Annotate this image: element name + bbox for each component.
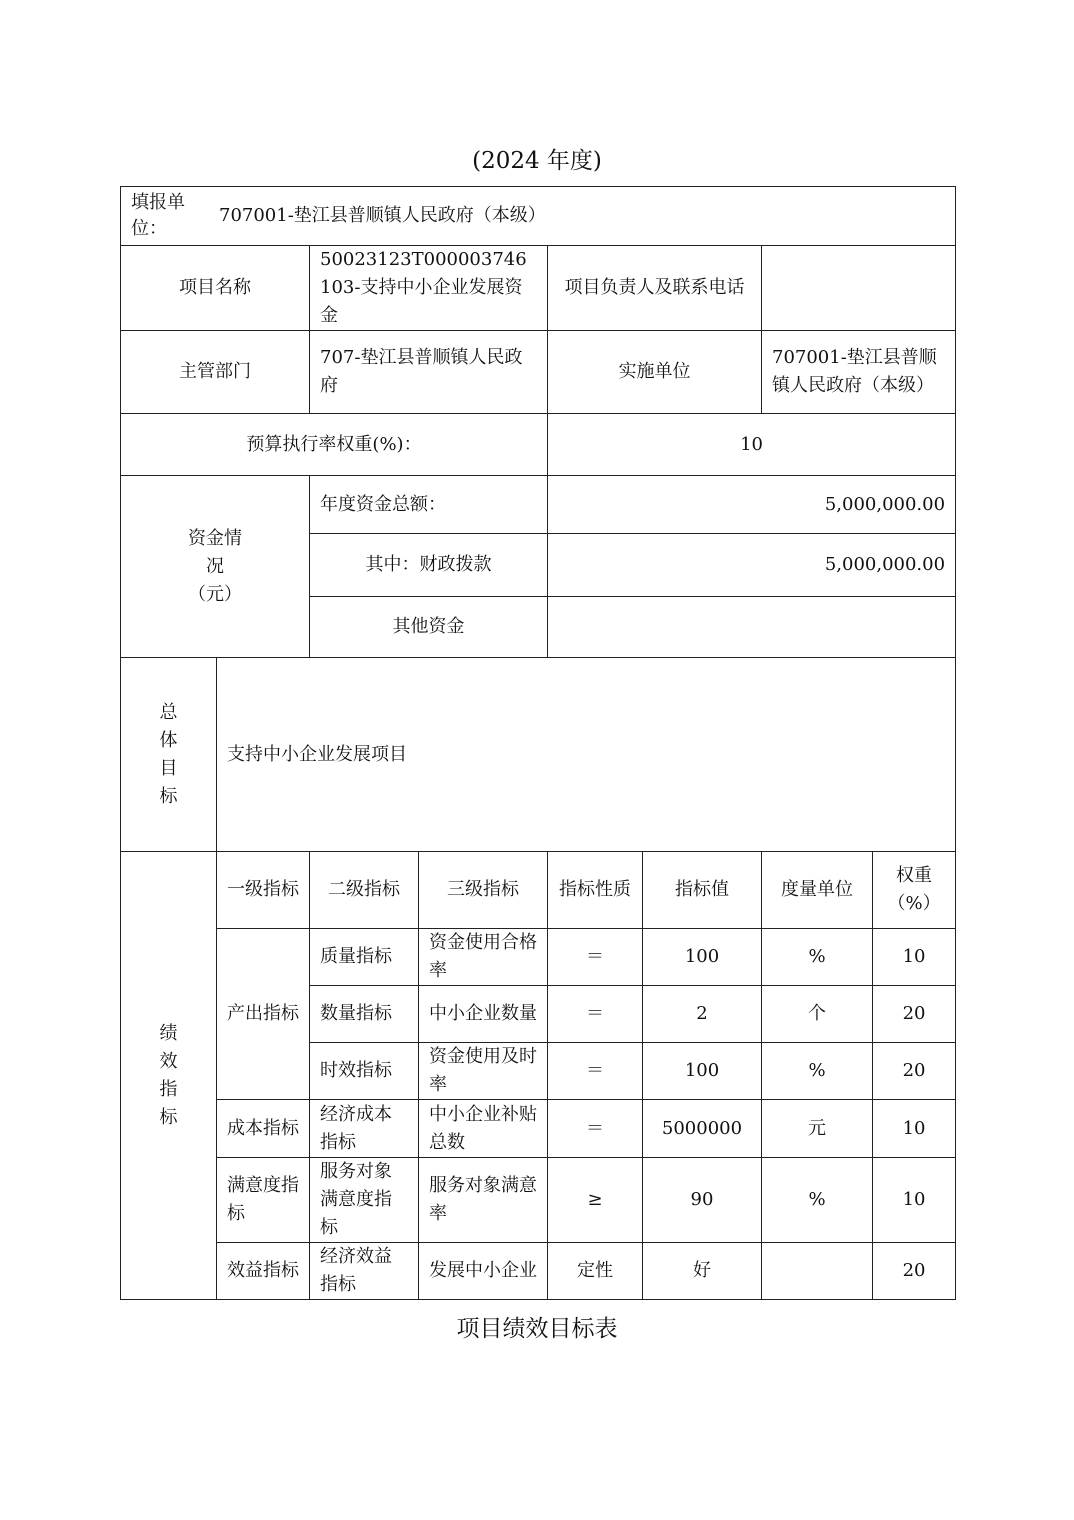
indicator-level3: 发展中小企业	[419, 1243, 548, 1300]
department-label: 主管部门	[121, 331, 310, 414]
indicator-header-row	[121, 852, 956, 929]
indicator-weight: 20	[873, 1043, 956, 1100]
indicator-level1: 满意度指标	[217, 1158, 310, 1243]
indicator-value: 90	[643, 1158, 762, 1243]
indicator-unit: %	[762, 929, 873, 986]
project-name-label: 项目名称	[121, 246, 310, 331]
indicator-row	[121, 1100, 956, 1158]
indicator-value: 好	[643, 1243, 762, 1300]
indicator-level3: 资金使用及时率	[419, 1043, 548, 1100]
funds-total-row	[121, 476, 956, 534]
indicator-level2: 质量指标	[310, 929, 419, 986]
indicator-value: 2	[643, 986, 762, 1043]
indicator-weight: 20	[873, 986, 956, 1043]
funds-total-label: 年度资金总额：	[310, 476, 548, 534]
report-unit-row	[121, 187, 956, 246]
header-nature: 指标性质	[548, 852, 643, 929]
indicator-nature: ＝	[548, 986, 643, 1043]
indicator-unit: %	[762, 1043, 873, 1100]
implementing-unit-value: 707001-垫江县普顺镇人民政府（本级）	[762, 331, 956, 414]
indicator-weight: 20	[873, 1243, 956, 1300]
budget-weight-value: 10	[548, 414, 956, 476]
overall-goal-value: 支持中小企业发展项目	[217, 658, 956, 852]
report-unit-label: 填报单位：	[131, 192, 185, 239]
performance-goal-table	[120, 186, 956, 1300]
report-unit-value: 707001-垫江县普顺镇人民政府（本级）	[219, 205, 546, 226]
indicator-level1: 产出指标	[217, 929, 310, 1100]
funds-label: 资金情况（元）	[188, 527, 242, 605]
department-value: 707-垫江县普顺镇人民政府	[310, 331, 548, 414]
budget-weight-row	[121, 414, 956, 476]
indicator-unit	[762, 1243, 873, 1300]
indicator-level3: 服务对象满意率	[419, 1158, 548, 1243]
indicator-level2: 经济效益指标	[310, 1243, 419, 1300]
indicator-nature: ＝	[548, 1043, 643, 1100]
indicator-value: 100	[643, 1043, 762, 1100]
indicator-weight: 10	[873, 1158, 956, 1243]
funds-fiscal-label: 其中：财政拨款	[310, 534, 548, 597]
indicator-level1: 效益指标	[217, 1243, 310, 1300]
indicator-nature: ＝	[548, 1100, 643, 1158]
indicator-unit: 元	[762, 1100, 873, 1158]
funds-total-value: 5,000,000.00	[548, 476, 956, 534]
department-row	[121, 331, 956, 414]
performance-label: 绩效指标	[159, 1022, 178, 1128]
indicator-unit: 个	[762, 986, 873, 1043]
overall-goal-row	[121, 658, 956, 852]
project-contact-value	[762, 246, 956, 331]
header-value: 指标值	[643, 852, 762, 929]
project-name-value: 50023123T000003746103-支持中小企业发展资金	[310, 246, 548, 331]
indicator-level2: 时效指标	[310, 1043, 419, 1100]
header-level1: 一级指标	[217, 852, 310, 929]
indicator-level3: 中小企业补贴总数	[419, 1100, 548, 1158]
funds-other-value	[548, 597, 956, 658]
indicator-weight: 10	[873, 1100, 956, 1158]
funds-fiscal-value: 5,000,000.00	[548, 534, 956, 597]
indicator-level2: 经济成本指标	[310, 1100, 419, 1158]
header-level3: 三级指标	[419, 852, 548, 929]
indicator-value: 5000000	[643, 1100, 762, 1158]
indicator-level2: 服务对象满意度指标	[310, 1158, 419, 1243]
indicator-value: 100	[643, 929, 762, 986]
header-weight: 权重（%）	[873, 852, 956, 929]
indicator-row	[121, 1158, 956, 1243]
indicator-weight: 10	[873, 929, 956, 986]
overall-goal-label: 总体目标	[159, 701, 178, 807]
header-level2: 二级指标	[310, 852, 419, 929]
indicator-level3: 资金使用合格率	[419, 929, 548, 986]
report-year: (2024 年度)	[472, 148, 602, 174]
indicator-row	[121, 1243, 956, 1300]
indicator-level2: 数量指标	[310, 986, 419, 1043]
budget-weight-label: 预算执行率权重(%)：	[121, 414, 548, 476]
table-caption: 项目绩效目标表	[456, 1316, 618, 1342]
project-contact-label: 项目负责人及联系电话	[548, 246, 762, 331]
implementing-unit-label: 实施单位	[548, 331, 762, 414]
indicator-nature: ≥	[548, 1158, 643, 1243]
indicator-level1: 成本指标	[217, 1100, 310, 1158]
indicator-unit: %	[762, 1158, 873, 1243]
indicator-level3: 中小企业数量	[419, 986, 548, 1043]
funds-other-label: 其他资金	[310, 597, 548, 658]
project-row	[121, 246, 956, 331]
indicator-nature: ＝	[548, 929, 643, 986]
indicator-row	[121, 929, 956, 986]
indicator-nature: 定性	[548, 1243, 643, 1300]
header-unit: 度量单位	[762, 852, 873, 929]
